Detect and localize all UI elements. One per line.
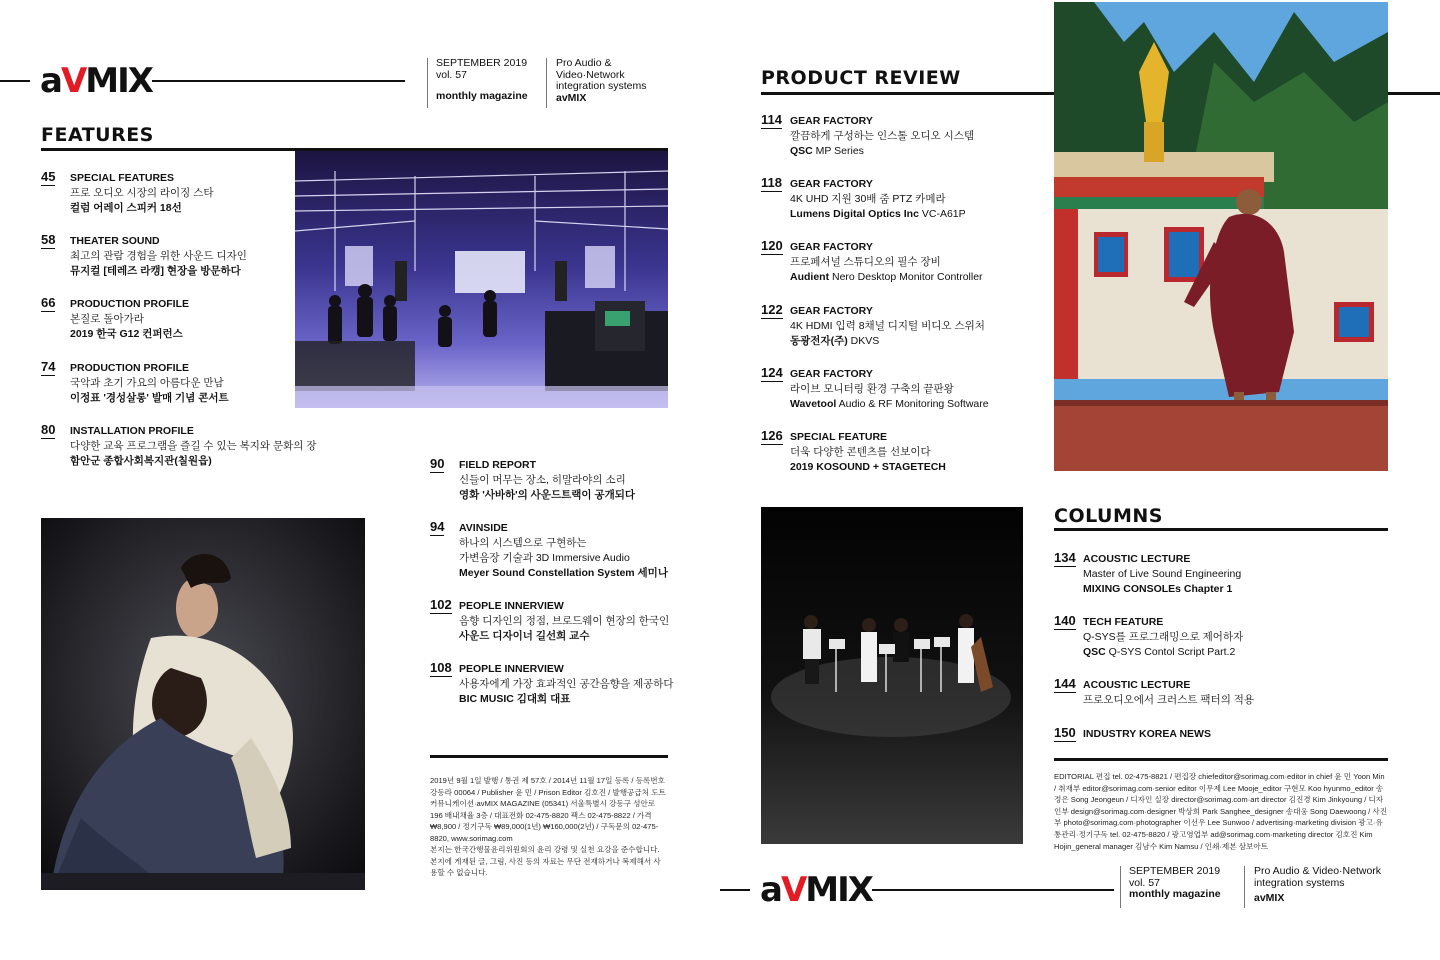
publisher-notice: 본지는 한국간행물윤리위원회의 윤리 강령 및 실천 요강을 준수합니다. 본지에 게재된 글, 그림, 사진 등의 자료는 무단 전재하거나 복제해서 사용할 수 없습니다.	[430, 845, 661, 878]
page-number: 140	[1054, 613, 1076, 628]
entry-category: ACOUSTIC LECTURE	[1083, 553, 1191, 565]
entry-title: Audio & RF Monitoring Software	[836, 398, 989, 410]
entry-category: PRODUCTION PROFILE	[70, 362, 190, 374]
toc-entry[interactable]	[761, 240, 1081, 290]
product-review-heading: PRODUCT REVIEW	[761, 67, 961, 89]
entry-title: 이정표 '경성살롱' 발매 기념 콘서트	[70, 392, 229, 404]
entry-category: GEAR FACTORY	[790, 241, 873, 253]
masthead-divider	[1120, 866, 1121, 908]
entry-category: INDUSTRY KOREA NEWS	[1083, 728, 1211, 740]
page-number: 120	[761, 238, 783, 253]
entry-category: SPECIAL FEATURES	[70, 172, 175, 184]
entry-title-brand: 동광전자(주)	[790, 335, 848, 347]
entry-title: Meyer Sound Constellation System 세미나	[459, 567, 668, 579]
entry-category: INSTALLATION PROFILE	[70, 425, 194, 437]
columns-rule	[1054, 528, 1388, 531]
entry-title: BIC MUSIC 김대희 대표	[459, 693, 571, 705]
footer-rule-short	[720, 889, 750, 891]
toc-entry[interactable]	[761, 304, 1081, 354]
page-number: 94	[430, 519, 445, 534]
entry-title-brand: Wavetool	[790, 398, 837, 410]
footer-rule	[872, 889, 1114, 891]
page-number: 126	[761, 428, 783, 443]
entry-category: THEATER SOUND	[70, 235, 160, 247]
page-number: 66	[41, 295, 56, 310]
entry-title: DKVS	[847, 335, 880, 347]
theater-performance-photo	[41, 518, 365, 890]
entry-subtitle: 국악과 초기 가요의 아름다운 만남	[70, 377, 224, 389]
entry-category: PRODUCTION PROFILE	[70, 298, 190, 310]
entry-title-brand: Lumens Digital Optics Inc	[790, 208, 919, 220]
header-rule-left	[152, 80, 405, 82]
toc-entry[interactable]	[1054, 615, 1374, 665]
entry-subtitle: 하나의 시스템으로 구현하는	[459, 537, 587, 549]
entry-subtitle: 프로 오디오 시장의 라이징 스타	[70, 187, 214, 199]
page-number: 114	[761, 112, 782, 127]
entry-title: 함안군 종합사회복지관(칠원읍)	[70, 455, 212, 467]
entry-title: VC-A61P	[918, 208, 966, 220]
product-review-rule	[761, 92, 1055, 95]
toc-entry[interactable]	[1054, 552, 1374, 602]
page-number: 74	[41, 359, 56, 374]
page-number: 90	[430, 456, 445, 471]
entry-title: 영화 '사바하'의 사운드트랙이 공개되다	[459, 489, 636, 501]
masthead-tagline-left: Pro Audio & Video·Network integration systems avMIX	[556, 57, 647, 104]
entry-title: 컬럼 어레이 스피커 18선	[70, 202, 182, 214]
entry-subtitle: 깔끔하게 구성하는 인스톨 오디오 시스템	[790, 130, 975, 142]
entry-category: AVINSIDE	[459, 522, 508, 534]
entry-subtitle: 4K UHD 지원 30배 줌 PTZ 카메라	[790, 193, 946, 205]
page-number: 144	[1054, 676, 1076, 691]
entry-category: GEAR FACTORY	[790, 115, 873, 127]
toc-entry[interactable]	[761, 177, 1081, 227]
entry-subtitle-2: 가변음장 기술과 3D Immersive Audio	[459, 552, 630, 564]
entry-category: FIELD REPORT	[459, 459, 537, 471]
page-number: 108	[430, 660, 452, 675]
toc-entry[interactable]	[761, 367, 1081, 417]
concert-stage-photo	[295, 151, 668, 408]
entry-subtitle: 음향 디자인의 정점, 브로드웨이 현장의 한국인	[459, 615, 670, 627]
page-number: 118	[761, 175, 782, 190]
page-number: 102	[430, 597, 452, 612]
avmix-logo-right: aVMIX	[760, 870, 872, 910]
masthead-divider	[427, 58, 428, 108]
page-number: 58	[41, 232, 56, 247]
masthead-divider	[546, 58, 547, 108]
masthead-issue-right: SEPTEMBER 2019 vol. 57 monthly magazine	[1129, 865, 1221, 900]
entry-category: PEOPLE INNERVIEW	[459, 663, 564, 675]
avmix-logo-left: aVMIX	[40, 61, 152, 101]
header-rule-left-short	[0, 80, 30, 82]
editorial-rule	[1054, 758, 1388, 761]
entry-subtitle: 4K HDMI 입력 8채널 디지털 비디오 스위처	[790, 320, 985, 332]
columns-heading: COLUMNS	[1054, 505, 1163, 527]
entry-title-brand: 2019 KOSOUND + STAGETECH	[790, 461, 946, 473]
entry-category: GEAR FACTORY	[790, 305, 873, 317]
page-number: 45	[41, 169, 56, 184]
toc-entry[interactable]	[41, 424, 361, 474]
toc-entry[interactable]	[430, 519, 750, 579]
entry-title: MP Series	[812, 145, 864, 157]
entry-title-brand: QSC	[1083, 646, 1106, 658]
page-number: 122	[761, 302, 783, 317]
entry-title: 2019 한국 G12 컨퍼런스	[70, 328, 183, 340]
page-number: 150	[1054, 725, 1076, 740]
entry-subtitle: 사용자에게 가장 효과적인 공간음향을 제공하다	[459, 678, 674, 690]
entry-subtitle: 라이브 모니터링 환경 구축의 끝판왕	[790, 383, 954, 395]
entry-subtitle: 더욱 다양한 콘텐츠를 선보이다	[790, 446, 931, 458]
masthead-tagline-right: Pro Audio & Video·Network integration systems avMIX	[1254, 865, 1382, 904]
string-quartet-photo	[761, 507, 1023, 844]
toc-entry[interactable]	[430, 599, 750, 649]
page-number: 124	[761, 365, 783, 380]
toc-entry[interactable]	[761, 114, 1081, 164]
entry-title: 뮤지컬 [테레즈 라캥] 현장을 방문하다	[70, 265, 241, 277]
entry-subtitle: 프로페셔널 스튜디오의 필수 장비	[790, 256, 941, 268]
publisher-rule	[430, 755, 668, 758]
entry-subtitle: Master of Live Sound Engineering	[1083, 568, 1242, 580]
entry-title: Q-SYS Contol Script Part.2	[1105, 646, 1236, 658]
entry-subtitle: Q-SYS를 프로그래밍으로 제어하자	[1083, 631, 1244, 643]
publisher-info: 2019년 9월 1일 발행 / 통권 제 57호 / 2014년 11월 17일 등록 / 등록번호 강동라 00064 / Publisher 윤 민 / Prison Editor 김호진 / 발행공급처 도트커뮤니케이션·avMIX MAGAZINE (05341) 서울특별시 강동구 성안로 196 배내채율 3층 / 대표전화 02-475-8820 팩스 02-475-8822 / 가격 ₩8,900 / 정기구독 ₩89,000(1년) ₩160,000(2년) / 구독문의 02-475-8820, www.sorimag.com	[430, 776, 666, 843]
monk-temple-photo	[1054, 2, 1388, 471]
masthead-issue-left: SEPTEMBER 2019 vol. 57 monthly magazine	[436, 57, 528, 102]
entry-category: ACOUSTIC LECTURE	[1083, 679, 1191, 691]
entry-subtitle: 신들이 머무는 장소, 히말라야의 소리	[459, 474, 626, 486]
entry-title: Nero Desktop Monitor Controller	[829, 271, 983, 283]
masthead-divider	[1244, 866, 1245, 908]
entry-title-brand: QSC	[790, 145, 813, 157]
entry-category: TECH FEATURE	[1083, 616, 1164, 628]
entry-category: GEAR FACTORY	[790, 368, 873, 380]
entry-title: 사운드 디자이너 길선희 교수	[459, 630, 590, 642]
entry-title-brand: MIXING CONSOLEs Chapter 1	[1083, 583, 1233, 595]
entry-category: SPECIAL FEATURE	[790, 431, 888, 443]
toc-entry[interactable]	[761, 430, 1081, 480]
toc-entry[interactable]	[1054, 678, 1374, 728]
page-number: 134	[1054, 550, 1076, 565]
product-review-rule-edge	[1388, 92, 1440, 95]
toc-entry[interactable]	[430, 458, 750, 508]
page-number: 80	[41, 422, 56, 437]
entry-category: GEAR FACTORY	[790, 178, 873, 190]
entry-subtitle: 최고의 관람 경험을 위한 사운드 디자인	[70, 250, 247, 262]
entry-subtitle: 다양한 교육 프로그램을 즐길 수 있는 복지와 문화의 장	[70, 440, 317, 452]
features-heading: FEATURES	[41, 124, 154, 146]
entry-title-brand: Audient	[790, 271, 830, 283]
toc-entry[interactable]	[430, 662, 750, 712]
entry-category: PEOPLE INNERVIEW	[459, 600, 564, 612]
editorial-info: EDITORIAL 편집 tel. 02-475-8821 / 편집장 chiefeditor@sorimag.com·editor in chief 윤 민 Yoon Min / 취재부 editor@sorimag.com·senior editor 이무제 Lee Mooje_editor 구현모 Koo hyunmo_editor 송정은 Song Jeongeun / 디자인 실장 director@sorimag.com·art director 김진경 Kim Jinkyoung / 디자인부 design@sorimag.com·designer 박상희 Park Sanghee_designer 송대웅 Song Daewoong / 사진부 photo@sorimag.com·photographer 이선우 Lee Sunwoo / advertising·marketing division 광고·유통관리·정기구독 tel. 02-475-8820 / 광고영업부 ad@sorimag.com·marketing director 김호진 Kim Hojin_general manager 김남수 Kim Namsu / 인쇄·제본 삼보아트	[1054, 772, 1388, 851]
entry-subtitle: 프로오디오에서 크러스트 팩터의 적용	[1083, 694, 1255, 706]
toc-entry[interactable]	[1054, 727, 1374, 777]
entry-subtitle: 본질로 돌아가라	[70, 313, 144, 325]
